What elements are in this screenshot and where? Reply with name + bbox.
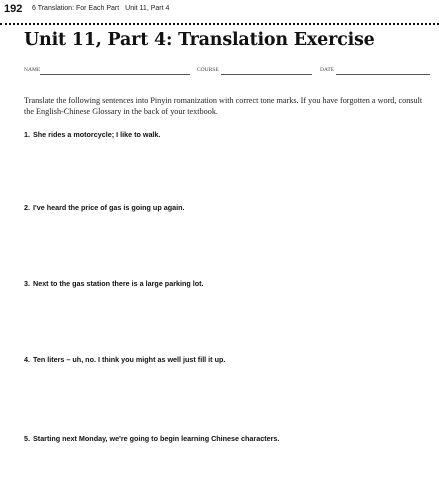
- question-4: [24, 355, 225, 364]
- course-blank-line: [221, 74, 312, 75]
- question-number: 5.: [24, 434, 30, 443]
- dotted-divider: [0, 23, 439, 25]
- chapter-label: 6 Translation: For Each Part: [32, 5, 120, 12]
- question-text: Next to the gas station there is a large parking lot.: [33, 279, 204, 288]
- instructions-text: Translate the following sentences into Pinyin romanization with correct tone marks. If you have forgotten a word, consult the English-Chinese Glossary in the back of your textbook.: [24, 96, 423, 116]
- question-3: [24, 279, 204, 288]
- section-label: Unit 11, Part 4: [125, 5, 170, 12]
- date-blank-line: [336, 74, 430, 75]
- question-number: 4.: [24, 355, 30, 364]
- running-head: [32, 5, 169, 12]
- page-number: 192: [4, 3, 23, 15]
- name-blank-line: [40, 74, 190, 75]
- course-field[interactable]: [197, 67, 219, 73]
- question-text: Ten liters – uh, no. I think you might as well just fill it up.: [33, 355, 226, 364]
- question-text: She rides a motorcycle; I like to walk.: [33, 130, 161, 139]
- course-label: COURSE: [197, 67, 219, 73]
- question-5: [24, 434, 279, 443]
- date-label: DATE: [320, 67, 335, 73]
- name-label: NAME: [24, 67, 41, 73]
- question-text: Starting next Monday, we're going to begin learning Chinese characters.: [33, 434, 280, 443]
- page-title: Unit 11, Part 4: Translation Exercise: [24, 30, 375, 50]
- page-header: [0, 0, 439, 20]
- student-info-fields: [24, 67, 430, 77]
- question-1: [24, 130, 160, 139]
- question-number: 3.: [24, 279, 30, 288]
- question-number: 1.: [24, 130, 30, 139]
- question-number: 2.: [24, 203, 30, 212]
- question-2: [24, 203, 184, 212]
- name-field[interactable]: [24, 67, 40, 73]
- question-text: I've heard the price of gas is going up again.: [33, 203, 185, 212]
- date-field[interactable]: [320, 67, 334, 73]
